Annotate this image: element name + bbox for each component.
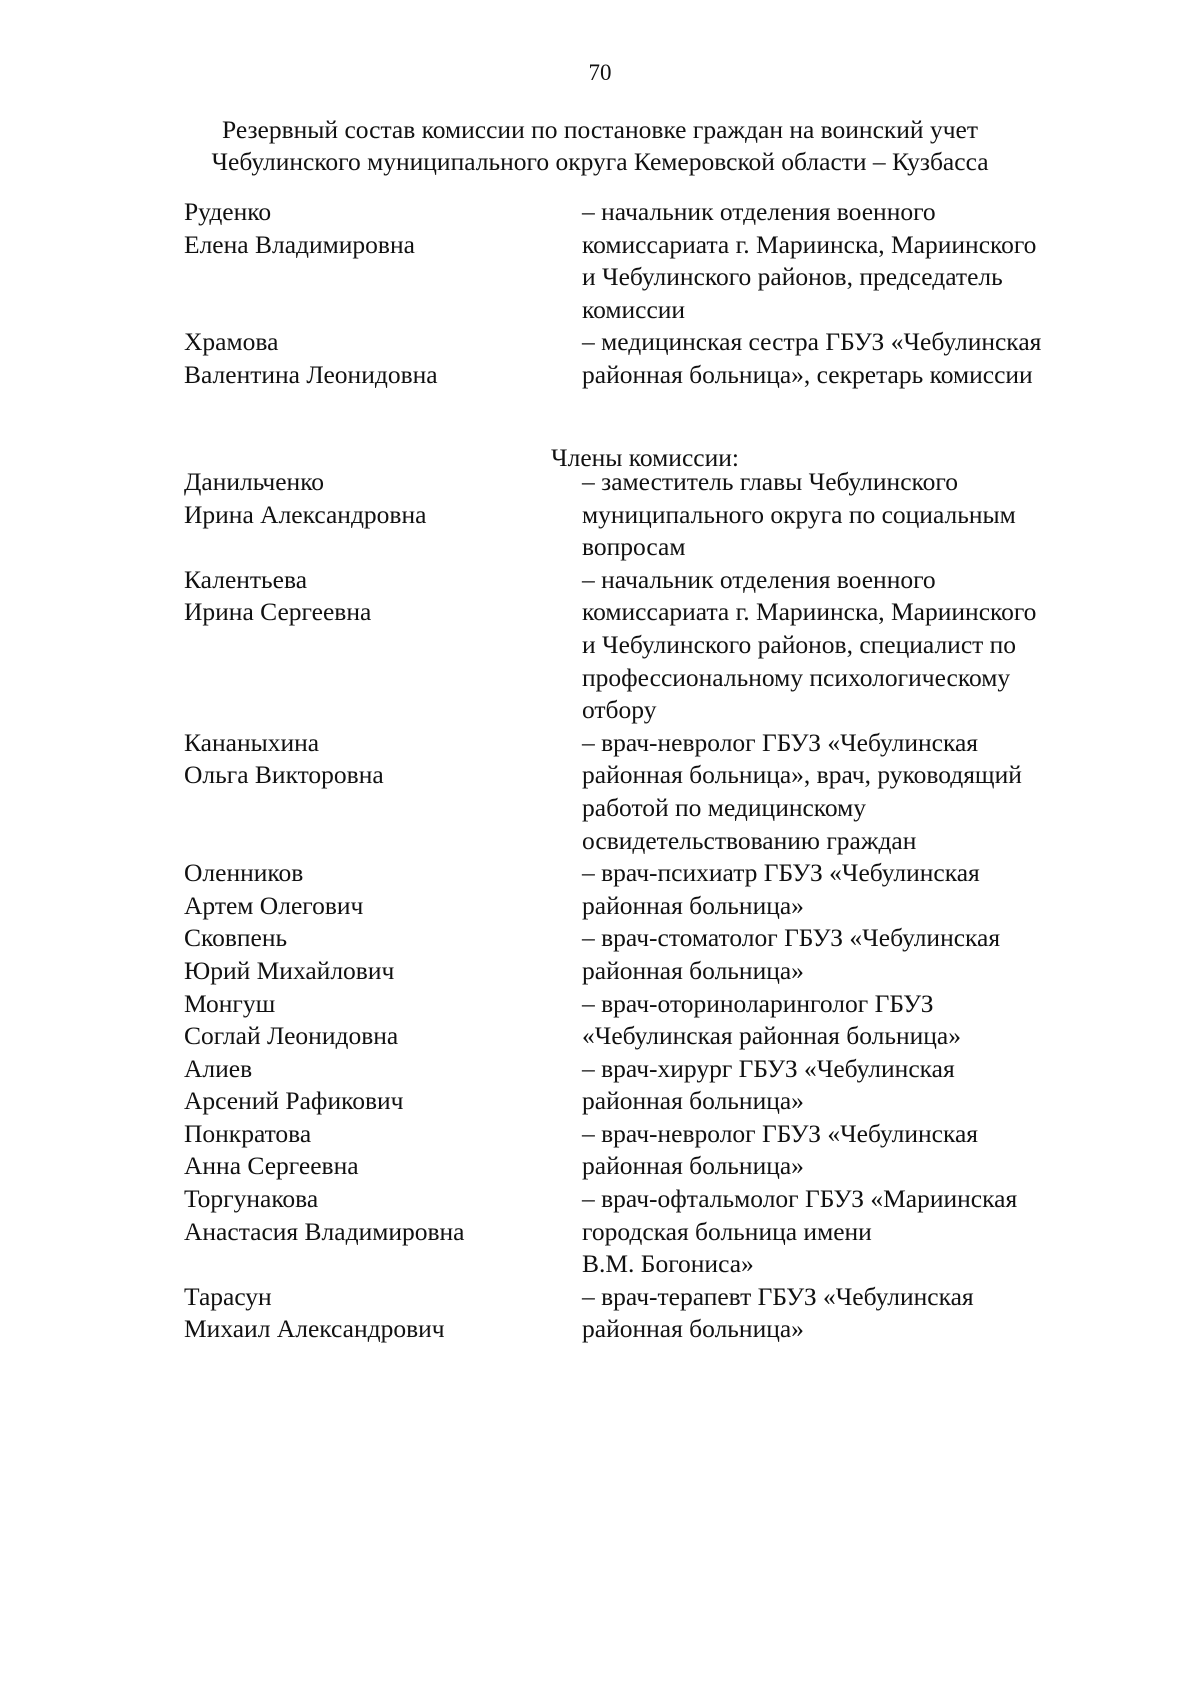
role-line: – заместитель главы Чебулинского bbox=[582, 467, 958, 496]
role-line: освидетельствованию граждан bbox=[582, 825, 917, 855]
role-line: В.М. Богониса» bbox=[582, 1249, 754, 1279]
person-given-names: Анна Сергеевна bbox=[184, 1151, 359, 1181]
role-line: – врач-невролог ГБУЗ «Чебулинская bbox=[582, 1118, 979, 1148]
role-line: – врач-психиатр ГБУЗ «Чебулинская bbox=[582, 858, 980, 888]
person-given-names: Ольга Викторовна bbox=[184, 760, 384, 790]
role-line: работой по медицинскому bbox=[582, 792, 867, 822]
commission-entry bbox=[184, 1183, 1104, 1281]
person-name bbox=[184, 1053, 582, 1118]
commission-entry bbox=[184, 1053, 1104, 1118]
commission-entry bbox=[184, 1118, 1104, 1183]
person-role bbox=[582, 1118, 1104, 1183]
person-name bbox=[184, 1281, 582, 1346]
person-name bbox=[184, 727, 582, 857]
leadership-list bbox=[184, 196, 1104, 392]
person-surname: Храмова bbox=[184, 327, 279, 357]
role-line: городская больница имени bbox=[582, 1216, 872, 1246]
person-name bbox=[184, 857, 582, 922]
title-line-2: Чебулинского муниципального округа Кемеровской области – Кузбасса bbox=[211, 147, 989, 176]
role-line: комиссии bbox=[582, 294, 686, 324]
person-surname: Понкратова bbox=[184, 1118, 312, 1148]
person-given-names: Артем Олегович bbox=[184, 890, 364, 920]
commission-entry bbox=[184, 564, 1104, 727]
person-given-names: Валентина Леонидовна bbox=[184, 359, 438, 389]
document-title bbox=[100, 114, 1100, 178]
person-role bbox=[582, 196, 1104, 326]
role-line: «Чебулинская районная больница» bbox=[582, 1021, 961, 1051]
person-name bbox=[184, 564, 582, 727]
person-role bbox=[582, 988, 1104, 1053]
person-name bbox=[184, 196, 582, 326]
role-line: – врач-терапевт ГБУЗ «Чебулинская bbox=[582, 1281, 974, 1311]
person-name bbox=[184, 326, 582, 391]
role-line: вопросам bbox=[582, 532, 686, 562]
commission-entry bbox=[184, 196, 1104, 326]
role-line: – врач-оториноларинголог ГБУЗ bbox=[582, 988, 934, 1018]
person-given-names: Арсений Рафикович bbox=[184, 1086, 404, 1116]
role-line: районная больница» bbox=[582, 955, 804, 985]
role-line: – начальник отделения военного bbox=[582, 197, 936, 226]
person-role bbox=[582, 1281, 1104, 1346]
role-line: районная больница», врач, руководящий bbox=[582, 760, 1022, 790]
role-line: районная больница» bbox=[582, 1086, 804, 1116]
person-given-names: Ирина Сергеевна bbox=[184, 597, 372, 627]
role-line: – начальник отделения военного bbox=[582, 564, 936, 594]
person-role bbox=[582, 466, 1104, 564]
person-surname: Алиев bbox=[184, 1053, 253, 1083]
role-line: районная больница» bbox=[582, 890, 804, 920]
role-line: муниципального округа по социальным bbox=[582, 499, 1016, 529]
person-surname: Монгуш bbox=[184, 988, 276, 1018]
person-given-names: Юрий Михайлович bbox=[184, 955, 395, 985]
role-line: районная больница» bbox=[582, 1151, 804, 1181]
role-line: профессиональному психологическому bbox=[582, 662, 1011, 692]
person-name bbox=[184, 466, 582, 564]
person-role bbox=[582, 326, 1104, 391]
person-role bbox=[582, 1183, 1104, 1281]
person-role bbox=[582, 922, 1104, 987]
person-surname: Калентьева bbox=[184, 564, 308, 594]
role-line: и Чебулинского районов, председатель bbox=[582, 262, 1003, 292]
person-surname: Данильченко bbox=[184, 467, 325, 496]
role-line: районная больница» bbox=[582, 1314, 804, 1344]
commission-entry bbox=[184, 727, 1104, 857]
role-line: – врач-невролог ГБУЗ «Чебулинская bbox=[582, 727, 979, 757]
commission-entry bbox=[184, 988, 1104, 1053]
role-line: – врач-стоматолог ГБУЗ «Чебулинская bbox=[582, 923, 1001, 953]
commission-entry bbox=[184, 1281, 1104, 1346]
person-surname: Тарасун bbox=[184, 1281, 272, 1311]
person-given-names: Ирина Александровна bbox=[184, 499, 427, 529]
person-name bbox=[184, 1183, 582, 1281]
role-line: комиссариата г. Мариинска, Мариинского bbox=[582, 229, 1037, 259]
person-given-names: Соглай Леонидовна bbox=[184, 1021, 399, 1051]
person-name bbox=[184, 1118, 582, 1183]
person-role bbox=[582, 564, 1104, 727]
person-role bbox=[582, 857, 1104, 922]
person-name bbox=[184, 922, 582, 987]
commission-entry bbox=[184, 922, 1104, 987]
role-line: и Чебулинского районов, специалист по bbox=[582, 629, 1017, 659]
person-name bbox=[184, 988, 582, 1053]
person-given-names: Анастасия Владимировна bbox=[184, 1216, 465, 1246]
role-line: отбору bbox=[582, 695, 657, 725]
person-surname: Кананыхина bbox=[184, 727, 320, 757]
person-surname: Оленников bbox=[184, 858, 304, 888]
title-line-1: Резервный состав комиссии по постановке граждан на воинский учет bbox=[221, 115, 978, 144]
members-heading: Члены комиссии: bbox=[551, 443, 739, 472]
person-surname: Торгунакова bbox=[184, 1184, 319, 1214]
role-line: комиссариата г. Мариинска, Мариинского bbox=[582, 597, 1037, 627]
role-line: – врач-хирург ГБУЗ «Чебулинская bbox=[582, 1053, 955, 1083]
person-given-names: Елена Владимировна bbox=[184, 229, 415, 259]
commission-entry bbox=[184, 857, 1104, 922]
role-line: – врач-офтальмолог ГБУЗ «Мариинская bbox=[582, 1184, 1018, 1214]
role-line: – медицинская сестра ГБУЗ «Чебулинская bbox=[582, 327, 1042, 357]
commission-entry bbox=[184, 326, 1104, 391]
person-surname: Руденко bbox=[184, 197, 272, 226]
person-given-names: Михаил Александрович bbox=[184, 1314, 445, 1344]
person-role bbox=[582, 1053, 1104, 1118]
commission-entry bbox=[184, 466, 1104, 564]
person-surname: Сковпень bbox=[184, 923, 288, 953]
page-number: 70 bbox=[588, 60, 612, 85]
members-list bbox=[184, 466, 1104, 1346]
role-line: районная больница», секретарь комиссии bbox=[582, 359, 1033, 389]
person-role bbox=[582, 727, 1104, 857]
